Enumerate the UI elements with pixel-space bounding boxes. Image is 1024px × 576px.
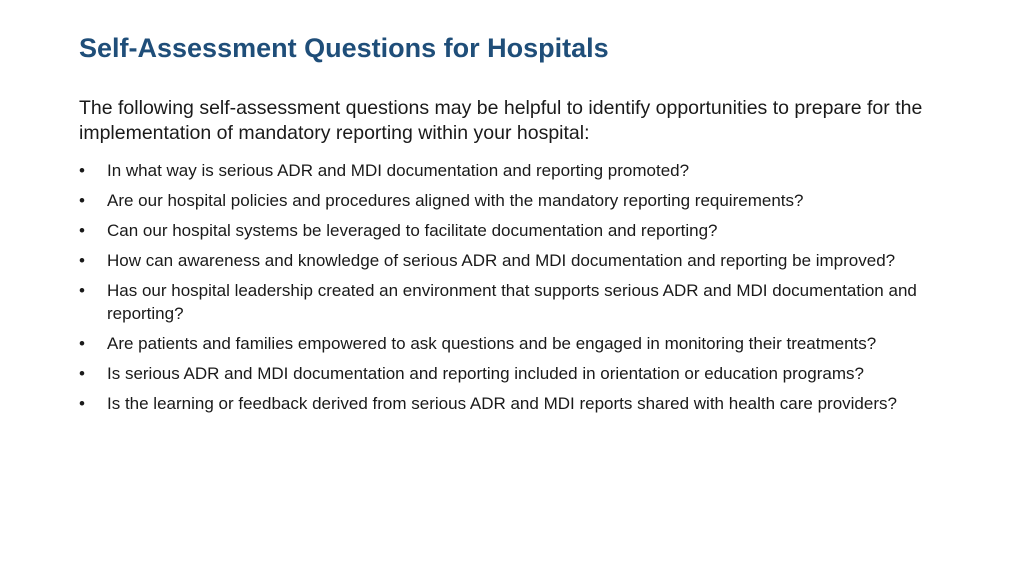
question-text: In what way is serious ADR and MDI documentation and reporting promoted? [107, 161, 690, 180]
question-list [79, 159, 939, 422]
question-item [79, 362, 939, 385]
question-item [79, 279, 939, 325]
question-item [79, 159, 939, 182]
bullet-icon: • [79, 251, 85, 270]
question-item [79, 189, 939, 212]
question-item [79, 392, 939, 415]
question-text: Has our hospital leadership created an environment that supports serious ADR and MDI documentation and reporting? [107, 281, 917, 323]
bullet-icon: • [79, 334, 85, 353]
slide-title: Self-Assessment Questions for Hospitals [79, 33, 609, 63]
question-text: How can awareness and knowledge of serious ADR and MDI documentation and reporting be improved? [107, 251, 896, 270]
question-text: Is serious ADR and MDI documentation and reporting included in orientation or education programs? [107, 364, 864, 383]
intro-paragraph: The following self-assessment questions may be helpful to identify opportunities to prepare for the implementation of mandatory reporting within your hospital: [79, 97, 923, 144]
question-text: Is the learning or feedback derived from serious ADR and MDI reports shared with health care providers? [107, 394, 897, 413]
question-item [79, 219, 939, 242]
question-item [79, 332, 939, 355]
bullet-icon: • [79, 221, 85, 240]
bullet-icon: • [79, 394, 85, 413]
question-text: Can our hospital systems be leveraged to facilitate documentation and reporting? [107, 221, 718, 240]
bullet-icon: • [79, 191, 85, 210]
question-item [79, 249, 939, 272]
bullet-icon: • [79, 161, 85, 180]
question-text: Are our hospital policies and procedures aligned with the mandatory reporting requirements? [107, 191, 804, 210]
bullet-icon: • [79, 281, 85, 300]
bullet-icon: • [79, 364, 85, 383]
question-text: Are patients and families empowered to ask questions and be engaged in monitoring their treatments? [107, 334, 877, 353]
